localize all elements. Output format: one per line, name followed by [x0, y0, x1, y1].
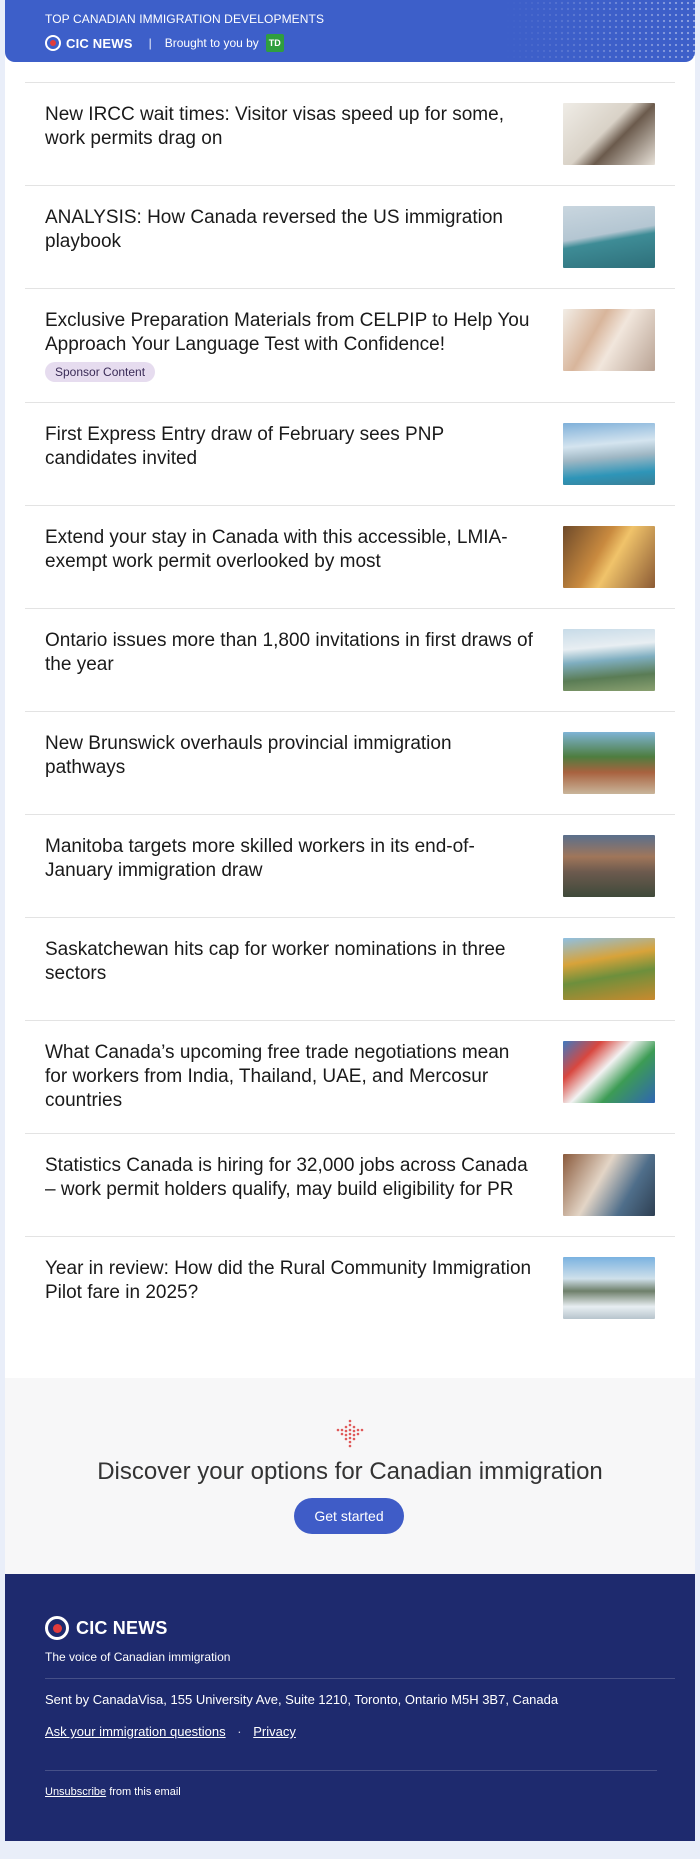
flags-thumbnail[interactable] [563, 1041, 655, 1103]
people-celebrating-thumbnail[interactable] [563, 309, 655, 371]
unsubscribe-link[interactable]: Unsubscribe [45, 1786, 107, 1798]
article-headline[interactable]: Extend your stay in Canada with this accessible, LMIA-exempt work permit overlooked by most [45, 527, 508, 572]
woman-in-cafe-thumbnail[interactable] [563, 526, 655, 588]
article-headline[interactable]: Saskatchewan hits cap for worker nominations in three sectors [45, 939, 506, 984]
footer-divider [45, 1678, 675, 1679]
woman-at-laptop-thumbnail[interactable] [563, 103, 655, 165]
autumn-valley-thumbnail[interactable] [563, 938, 655, 1000]
article-row[interactable] [25, 82, 675, 185]
world-map-dots [505, 0, 695, 62]
article-headline[interactable]: Statistics Canada is hiring for 32,000 jobs across Canada – work permit holders qualify, may build eligibility for PR [45, 1155, 528, 1200]
unsubscribe-suffix: from this email [106, 1786, 181, 1798]
cic-news-logo-text[interactable]: CIC NEWS [66, 35, 133, 51]
sender-address: Sent by CanadaVisa, 155 University Ave, Suite 1210, Toronto, Ontario M5H 3B7, Canada [45, 1692, 559, 1707]
city-aerial-thumbnail[interactable] [563, 835, 655, 897]
article-row[interactable] [25, 917, 675, 1020]
cta-title: Discover your options for Canadian immigration [97, 1458, 603, 1485]
header-banner [5, 0, 695, 62]
article-list [5, 82, 695, 1339]
niagara-falls-thumbnail[interactable] [563, 629, 655, 691]
two-women-talking-thumbnail[interactable] [563, 1154, 655, 1216]
footer [5, 1574, 695, 1841]
article-row[interactable] [25, 185, 675, 288]
article-row[interactable] [25, 1020, 675, 1133]
link-separator: · [237, 1724, 242, 1739]
article-headline[interactable]: ANALYSIS: How Canada reversed the US immigration playbook [45, 207, 503, 252]
cic-logo-icon [45, 1616, 69, 1640]
unsubscribe-line [45, 1786, 181, 1798]
article-row[interactable] [25, 505, 675, 608]
article-headline[interactable]: Year in review: How did the Rural Community Immigration Pilot fare in 2025? [45, 1258, 532, 1303]
article-headline[interactable]: New Brunswick overhauls provincial immigration pathways [45, 733, 452, 778]
article-row[interactable] [25, 814, 675, 917]
footer-links [45, 1724, 296, 1739]
article-headline[interactable]: What Canada’s upcoming free trade negotiations mean for workers from India, Thailand, UAE, and Mercosur countries [45, 1042, 510, 1111]
cic-logo-icon[interactable] [45, 35, 61, 51]
maple-leaf-icon [334, 1418, 366, 1450]
brought-by-text: Brought to you by [164, 36, 259, 50]
article-row[interactable] [25, 1236, 675, 1339]
article-row[interactable] [25, 608, 675, 711]
mountain-bench-thumbnail[interactable] [563, 1257, 655, 1319]
article-row[interactable] [25, 1133, 675, 1236]
footer-logo[interactable] [45, 1616, 168, 1640]
article-headline[interactable]: First Express Entry draw of February sees PNP candidates invited [45, 424, 444, 469]
cta-section [5, 1378, 695, 1574]
header-brand-row [45, 33, 284, 53]
article-headline[interactable]: Exclusive Preparation Materials from CELPIP to Help You Approach Your Language Test with Confidence! [45, 310, 530, 355]
article-row[interactable] [25, 711, 675, 814]
bridge-thumbnail[interactable] [563, 206, 655, 268]
article-row[interactable] [25, 402, 675, 505]
mountain-lake-thumbnail[interactable] [563, 423, 655, 485]
article-headline[interactable]: New IRCC wait times: Visitor visas speed up for some, work permits drag on [45, 104, 504, 149]
email-container [5, 0, 695, 1841]
get-started-button[interactable]: Get started [294, 1498, 404, 1534]
td-logo-icon[interactable]: TD [266, 34, 284, 52]
article-headline[interactable]: Manitoba targets more skilled workers in its end-of-January immigration draw [45, 836, 475, 881]
privacy-link[interactable]: Privacy [253, 1724, 296, 1739]
header-separator: | [148, 36, 152, 50]
ask-questions-link[interactable]: Ask your immigration questions [45, 1724, 226, 1739]
header-title: TOP CANADIAN IMMIGRATION DEVELOPMENTS [45, 12, 325, 26]
footer-logo-text: CIC NEWS [76, 1617, 168, 1638]
footer-tagline: The voice of Canadian immigration [45, 1650, 231, 1664]
coastal-rocks-thumbnail[interactable] [563, 732, 655, 794]
sponsor-content-badge: Sponsor Content [45, 362, 155, 382]
article-row[interactable] [25, 288, 675, 402]
footer-divider [45, 1770, 657, 1771]
article-headline[interactable]: Ontario issues more than 1,800 invitations in first draws of the year [45, 630, 533, 675]
